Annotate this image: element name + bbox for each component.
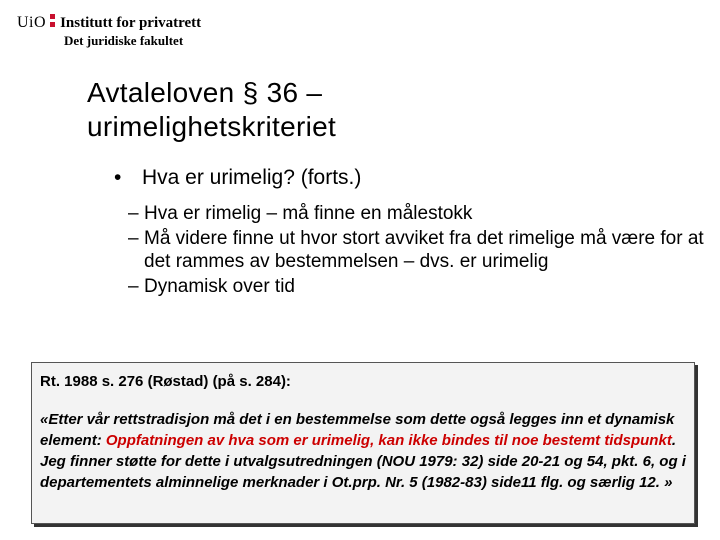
dash-marker: – <box>128 228 139 249</box>
dash-marker: – <box>128 203 139 224</box>
sub-bullet-list <box>128 202 708 300</box>
dash-marker: – <box>128 276 139 297</box>
quote-heading: Rt. 1988 s. 276 (Røstad) (på s. 284): <box>40 373 291 390</box>
logo-colon-icon <box>50 14 55 27</box>
institution-header <box>17 14 201 50</box>
bullet-text: Hva er urimelig? (forts.) <box>142 166 362 189</box>
slide-title <box>87 76 687 144</box>
slide-title-line-1: Avtaleloven § 36 – <box>87 77 323 108</box>
institute-name: Institutt for privatrett <box>60 15 202 31</box>
sub-bullet-item <box>128 227 708 273</box>
quote-text-before: «Etter vår rettstradisjon må det i en bestemmelse som dette også legges inn et dynamisk element: <box>40 411 675 449</box>
faculty-name: Det juridiske fakultet <box>64 33 184 48</box>
uio-logo: UiO <box>17 14 47 31</box>
sub-bullet-item <box>128 202 708 225</box>
court-quote-box <box>31 362 695 524</box>
sub-bullet-item <box>128 275 708 298</box>
bullet-marker: • <box>114 166 122 189</box>
main-bullet <box>114 164 361 192</box>
slide-title-line-2: urimelighetskriteriet <box>87 111 337 142</box>
sub-bullet-text: Dynamisk over tid <box>144 276 295 297</box>
quote-body <box>40 409 686 493</box>
quote-text-after: . Jeg finner støtte for dette i utvalgsutredningen (NOU 1979: 32) side 20-21 og 54, pkt. 6, og i departementets alminnelige merknader i Ot.prp. Nr. 5 (1982-83) side11 flg. og særlig 12. » <box>40 432 686 491</box>
logo-line <box>17 14 201 32</box>
sub-bullet-text: Må videre finne ut hvor stort avviket fra det rimelige må være for at det rammes av bestemmelsen – dvs. er urimelig <box>144 228 704 272</box>
quote-highlight: Oppfatningen av hva som er urimelig, kan ikke bindes til noe bestemt tidspunkt <box>105 432 672 449</box>
sub-bullet-text: Hva er rimelig – må finne en målestokk <box>144 203 473 224</box>
